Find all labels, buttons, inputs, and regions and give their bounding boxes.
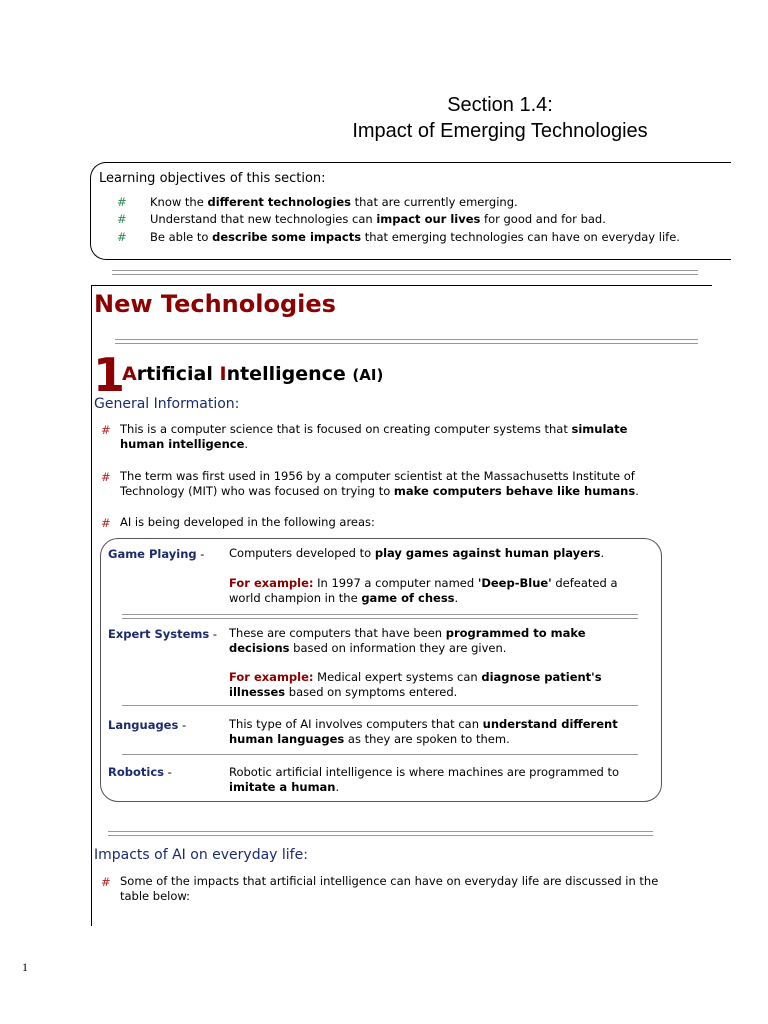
page-number: 1 [22,960,28,974]
hash-bullet-icon: # [117,212,127,226]
area-label: Robotics - [108,765,172,779]
hash-bullet-icon: # [101,875,111,889]
divider [122,614,638,619]
general-info-heading: General Information: [94,396,240,412]
hash-bullet-icon: # [101,470,111,484]
hash-bullet-icon: # [101,516,111,530]
objective-item: # Understand that new technologies can impact our lives for good and for bad. [117,212,606,226]
info-paragraph: AI is being developed in the following areas: [120,515,375,529]
hash-bullet-icon: # [101,423,111,437]
area-label: Game Playing - [108,547,205,561]
objectives-heading: Learning objectives of this section: [99,171,326,186]
section-number: Section 1.4: [447,94,553,116]
area-label: Languages - [108,718,187,732]
divider [112,270,698,275]
area-description: This type of AI involves computers that can understand different human languages as they are spoken to them. [229,717,618,746]
info-paragraph: Some of the impacts that artificial intelligence can have on everyday life are discussed in the table below: [120,874,659,903]
area-label: Expert Systems - [108,627,218,641]
info-paragraph: This is a computer science that is focused on creating computer systems that simulate human intelligence. [120,422,628,451]
area-description: These are computers that have been programmed to make decisions based on information they are given. [229,626,586,655]
hash-bullet-icon: # [117,195,127,209]
section-heading: New Technologies [94,290,336,318]
divider [122,754,638,755]
area-description: Robotic artificial intelligence is where machines are programmed to imitate a human. [229,765,620,794]
topic-number: 1 [93,348,126,402]
objective-item: # Know the different technologies that are currently emerging. [117,195,518,209]
divider [115,339,698,344]
divider [122,705,638,706]
page-title: Impact of Emerging Technologies [352,120,648,142]
hash-bullet-icon: # [117,230,127,244]
area-example: For example: In 1997 a computer named 'Deep-Blue' defeated a world champion in the game of chess. [229,576,618,605]
area-description: Computers developed to play games against human players. [229,546,605,560]
divider [108,831,653,836]
objective-item: # Be able to describe some impacts that emerging technologies can have on everyday life. [117,230,680,244]
impacts-heading: Impacts of AI on everyday life: [94,847,308,863]
area-example: For example: Medical expert systems can diagnose patient's illnesses based on symptoms entered. [229,670,602,699]
topic-title: Artificial Intelligence (AI) [122,363,384,385]
info-paragraph: The term was first used in 1956 by a computer scientist at the Massachusetts Institute of Technology (MIT) who was focused on trying to make computers behave like humans. [120,469,639,498]
